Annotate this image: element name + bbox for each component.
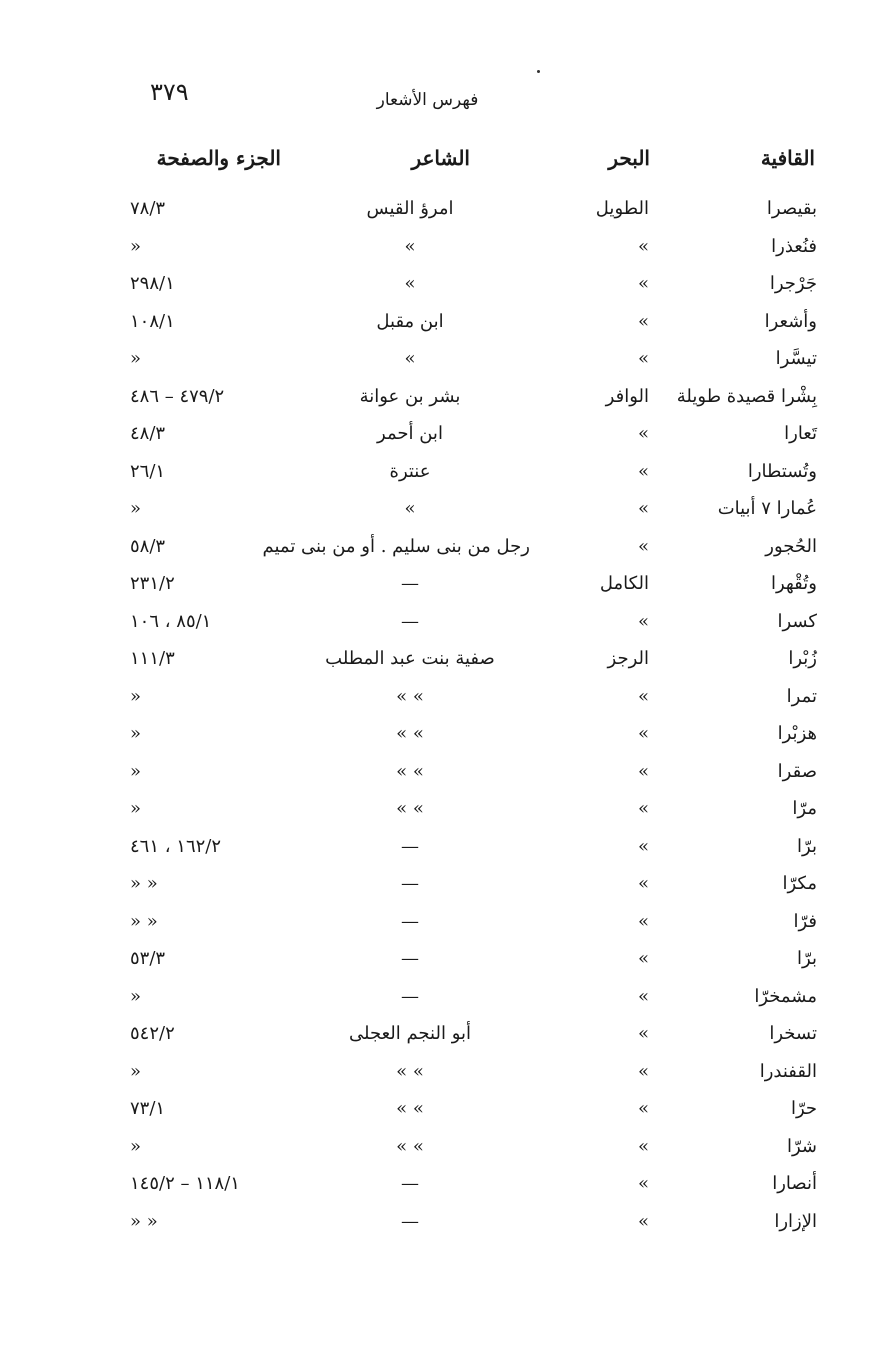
- table-row: [0, 311, 885, 349]
- table-row: [0, 423, 885, 461]
- rhyme-cell: كسرا: [777, 610, 817, 632]
- rhyme-cell: الإزارا: [774, 1210, 817, 1232]
- poet-cell: » »: [396, 760, 424, 782]
- meter-cell: »: [637, 1023, 649, 1044]
- poet-cell: » »: [396, 1135, 424, 1157]
- volume-page-cell: »: [130, 760, 142, 782]
- meter-cell: »: [637, 535, 649, 557]
- table-row: [0, 1211, 885, 1249]
- volume-page-cell: »: [130, 1060, 142, 1082]
- meter-cell: »: [637, 348, 649, 369]
- meter-cell: الكامل: [599, 573, 649, 594]
- rhyme-cell: مشمخرّا: [754, 985, 817, 1007]
- volume-page-cell: » »: [130, 1210, 158, 1232]
- table-row: [0, 536, 885, 574]
- table-row: [0, 273, 885, 311]
- volume-page-cell: ٧٨/٣: [130, 198, 166, 219]
- volume-page-cell: ٨٥/١ ، ١٠٦: [130, 610, 212, 632]
- volume-page-cell: ٧٣/١: [130, 1098, 166, 1119]
- volume-page-cell: ٥٣/٣: [130, 948, 166, 969]
- table-row: [0, 761, 885, 799]
- table-row: [0, 348, 885, 386]
- rhyme-cell: فرّا: [793, 910, 817, 932]
- rhyme-cell: تسخرا: [769, 1023, 817, 1044]
- page-header: [0, 78, 885, 118]
- volume-page-cell: ١٠٨/١: [130, 310, 175, 332]
- meter-cell: »: [637, 610, 649, 632]
- volume-page-cell: ٥٨/٣: [130, 535, 166, 557]
- poet-cell: »: [404, 348, 416, 369]
- rhyme-cell: وتُستطارا: [747, 460, 817, 482]
- volume-page-cell: »: [130, 723, 142, 744]
- volume-page-cell: »: [130, 798, 142, 819]
- meter-cell: الرجز: [607, 648, 649, 669]
- table-row: [0, 611, 885, 649]
- meter-cell: »: [637, 723, 649, 744]
- volume-page-cell: »: [130, 1135, 142, 1157]
- volume-page-cell: » »: [130, 910, 158, 932]
- header-poet: الشاعر: [411, 146, 470, 170]
- poet-cell: امرؤ القيس: [366, 198, 454, 219]
- rhyme-cell: وأشعرا: [764, 310, 817, 332]
- rhyme-cell: برّا: [797, 835, 817, 857]
- table-row: [0, 723, 885, 761]
- rhyme-cell: حرّا: [790, 1098, 817, 1119]
- poet-cell: —: [401, 910, 419, 932]
- meter-cell: »: [637, 273, 649, 294]
- table-row: [0, 1023, 885, 1061]
- poet-cell: بشر بن عوانة: [359, 385, 461, 407]
- volume-page-cell: »: [130, 235, 142, 257]
- meter-cell: »: [637, 835, 649, 857]
- table-row: [0, 1098, 885, 1136]
- poet-cell: »: [404, 273, 416, 294]
- meter-cell: »: [637, 460, 649, 482]
- rhyme-cell: فنُعذرا: [771, 235, 817, 257]
- rhyme-cell: شرّا: [786, 1135, 817, 1157]
- meter-cell: الوافر: [605, 385, 649, 407]
- table-row: [0, 386, 885, 424]
- poet-cell: —: [401, 610, 419, 632]
- volume-page-cell: ٤٨/٣: [130, 423, 166, 444]
- poet-cell: »: [404, 235, 416, 257]
- meter-cell: »: [637, 985, 649, 1007]
- poet-cell: صفية بنت عبد المطلب: [325, 648, 495, 669]
- poet-cell: » »: [396, 723, 424, 744]
- volume-page-cell: ٥٤٢/٢: [130, 1023, 175, 1044]
- rhyme-cell: أنصارا: [772, 1173, 817, 1194]
- volume-page-cell: ١١٨/١ – ١٤٥/٢: [130, 1173, 240, 1194]
- rhyme-cell: تمرا: [786, 685, 817, 707]
- meter-cell: »: [637, 910, 649, 932]
- poet-cell: ابن مقبل: [376, 310, 444, 332]
- meter-cell: »: [637, 948, 649, 969]
- volume-page-cell: ٤٧٩/٢ – ٤٨٦: [130, 385, 225, 407]
- meter-cell: »: [637, 1060, 649, 1082]
- volume-page-cell: ١١١/٣: [130, 648, 175, 669]
- running-title: [0, 90, 885, 110]
- poet-cell: » »: [396, 798, 424, 819]
- rhyme-cell: القفندرا: [759, 1060, 817, 1082]
- rhyme-cell: مكرّا: [782, 873, 817, 894]
- table-row: [0, 1173, 885, 1211]
- meter-cell: »: [637, 235, 649, 257]
- page-number: ٣٧٩: [150, 78, 189, 106]
- rhyme-cell: مرّا: [792, 798, 817, 819]
- table-row: [0, 873, 885, 911]
- table-row: [0, 948, 885, 986]
- meter-cell: »: [637, 873, 649, 894]
- poet-cell: —: [401, 1173, 419, 1194]
- table-row: [0, 686, 885, 724]
- rhyme-cell: وتُقْهرا: [770, 573, 817, 594]
- poet-cell: —: [401, 985, 419, 1007]
- table-row: [0, 573, 885, 611]
- header-volume-page: الجزء والصفحة: [156, 146, 281, 170]
- rhyme-cell: الحُجور: [765, 535, 817, 557]
- volume-page-cell: »: [130, 685, 142, 707]
- table-row: [0, 648, 885, 686]
- meter-cell: »: [637, 760, 649, 782]
- poet-cell: رجل من بنى سليم . أو من بنى تميم: [262, 535, 530, 557]
- poet-cell: —: [401, 835, 419, 857]
- poet-cell: —: [401, 873, 419, 894]
- table-row: [0, 798, 885, 836]
- volume-page-cell: »: [130, 498, 142, 519]
- rhyme-cell: هزبْرا: [777, 723, 817, 744]
- header-meter: البحر: [608, 146, 650, 170]
- volume-page-cell: ٢٣١/٢: [130, 573, 175, 594]
- meter-cell: »: [637, 1098, 649, 1119]
- rhyme-cell: برّا: [797, 948, 817, 969]
- meter-cell: الطويل: [595, 198, 649, 219]
- header-rhyme: القافية: [760, 146, 815, 170]
- table-row: [0, 1061, 885, 1099]
- meter-cell: »: [637, 1135, 649, 1157]
- meter-cell: »: [637, 423, 649, 444]
- meter-cell: »: [637, 685, 649, 707]
- volume-page-cell: » »: [130, 873, 158, 894]
- poet-cell: —: [401, 573, 419, 594]
- table-row: [0, 198, 885, 236]
- poet-cell: » »: [396, 685, 424, 707]
- meter-cell: »: [637, 798, 649, 819]
- poet-cell: عنترة: [389, 460, 431, 482]
- rhyme-cell: تيسَّرا: [775, 348, 817, 369]
- rhyme-cell: بِشْرا قصيدة طويلة: [676, 385, 817, 407]
- poet-cell: أبو النجم العجلى: [348, 1023, 472, 1044]
- volume-page-cell: ٢٦/١: [130, 460, 166, 482]
- meter-cell: »: [637, 1173, 649, 1194]
- rhyme-cell: تَعارا: [784, 423, 817, 444]
- meter-cell: »: [637, 498, 649, 519]
- table-row: [0, 986, 885, 1024]
- rhyme-cell: صقرا: [777, 760, 817, 782]
- meter-cell: »: [637, 1210, 649, 1232]
- poetry-index-table: [0, 198, 885, 1248]
- table-row: [0, 911, 885, 949]
- table-row: [0, 498, 885, 536]
- running-title-text: فهرس الأشعار: [376, 90, 479, 110]
- column-headers: [0, 146, 885, 182]
- rhyme-cell: عُمارا ٧ أبيات: [717, 498, 817, 519]
- poet-cell: » »: [396, 1060, 424, 1082]
- table-row: [0, 461, 885, 499]
- meter-cell: »: [637, 310, 649, 332]
- poet-cell: »: [404, 498, 416, 519]
- rhyme-cell: بقيصرا: [766, 198, 817, 219]
- poet-cell: ابن أحمر: [377, 423, 443, 444]
- rhyme-cell: زُبْرا: [788, 648, 817, 669]
- rhyme-cell: جَرْجرا: [769, 273, 817, 294]
- poet-cell: » »: [396, 1098, 424, 1119]
- table-row: [0, 836, 885, 874]
- ink-dot: [537, 70, 540, 73]
- poet-cell: —: [401, 1210, 419, 1232]
- volume-page-cell: ٢٩٨/١: [130, 273, 175, 294]
- volume-page-cell: ١٦٢/٢ ، ٤٦١: [130, 835, 222, 857]
- table-row: [0, 236, 885, 274]
- table-row: [0, 1136, 885, 1174]
- poet-cell: —: [401, 948, 419, 969]
- volume-page-cell: »: [130, 985, 142, 1007]
- volume-page-cell: »: [130, 348, 142, 369]
